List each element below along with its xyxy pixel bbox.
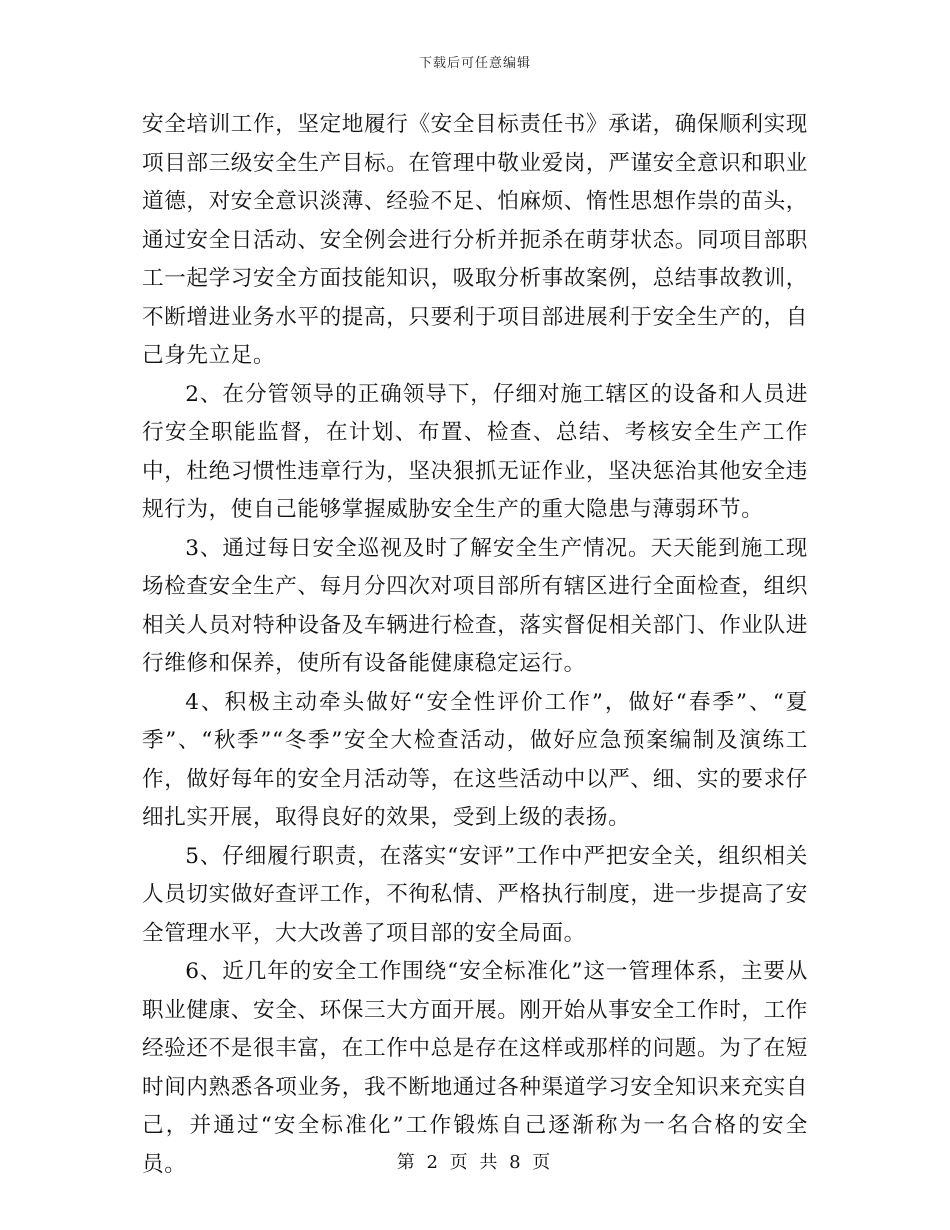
paragraph-item-6: 6、近几年的安全工作围绕“安全标准化”这一管理体系，主要从职业健康、安全、环保三大方面开展。刚开始从事安全工作时，工作经验还不是很丰富，在工作中总是存在这样或那样的问题。为了在短时间内熟悉各项业务，我不断地通过各种渠道学习安全知识来充实自己，并通过“安全标准化”工作锻炼自己逐渐称为一名合格的安全员。 <box>142 959 808 1177</box>
paragraph-item-2: 2、在分管领导的正确领导下，仔细对施工辖区的设备和人员进行安全职能监督，在计划、布置、检查、总结、考核安全生产工作中，杜绝习惯性违章行为，坚决狠抓无证作业，坚决惩治其他安全违规行为，使自己能够掌握威胁安全生产的重大隐患与薄弱环节。 <box>142 381 808 522</box>
page-header: 下载后可任意编辑 <box>418 56 531 71</box>
paragraph-continuation: 安全培训工作，坚定地履行《安全目标责任书》承诺，确保顺利实现项目部三级安全生产目标。在管理中敬业爱岗，严谨安全意识和职业道德，对安全意识淡薄、经验不足、怕麻烦、惰性思想作祟的苗头，通过安全日活动、安全例会进行分析并扼杀在萌芽状态。同项目部职工一起学习安全方面技能知识，吸取分析事故案例，总结事故教训，不断增进业务水平的提高，只要利于项目部进展利于安全生产的，自己身先立足。 <box>142 112 808 368</box>
paragraph-item-3: 3、通过每日安全巡视及时了解安全生产情况。天天能到施工现场检查安全生产、每月分四次对项目部所有辖区进行全面检查，组织相关人员对特种设备及车辆进行检查，落实督促相关部门、作业队进行维修和保养，使所有设备能健康稳定运行。 <box>142 535 808 676</box>
page-number-footer: 第 2 页 共 8 页 <box>396 1152 554 1173</box>
paragraph-item-5: 5、仔细履行职责，在落实“安评”工作中严把安全关，组织相关人员切实做好查评工作，不徇私情、严格执行制度，进一步提高了安全管理水平，大大改善了项目部的安全局面。 <box>142 843 808 946</box>
document-body <box>142 106 808 1184</box>
paragraph-item-4: 4、积极主动牵头做好“安全性评价工作”，做好“春季”、“夏季”、“秋季”“冬季”安全大检查活动，做好应急预案编制及演练工作，做好每年的安全月活动等，在这些活动中以严、细、实的要求仔细扎实开展，取得良好的效果，受到上级的表扬。 <box>142 689 808 830</box>
